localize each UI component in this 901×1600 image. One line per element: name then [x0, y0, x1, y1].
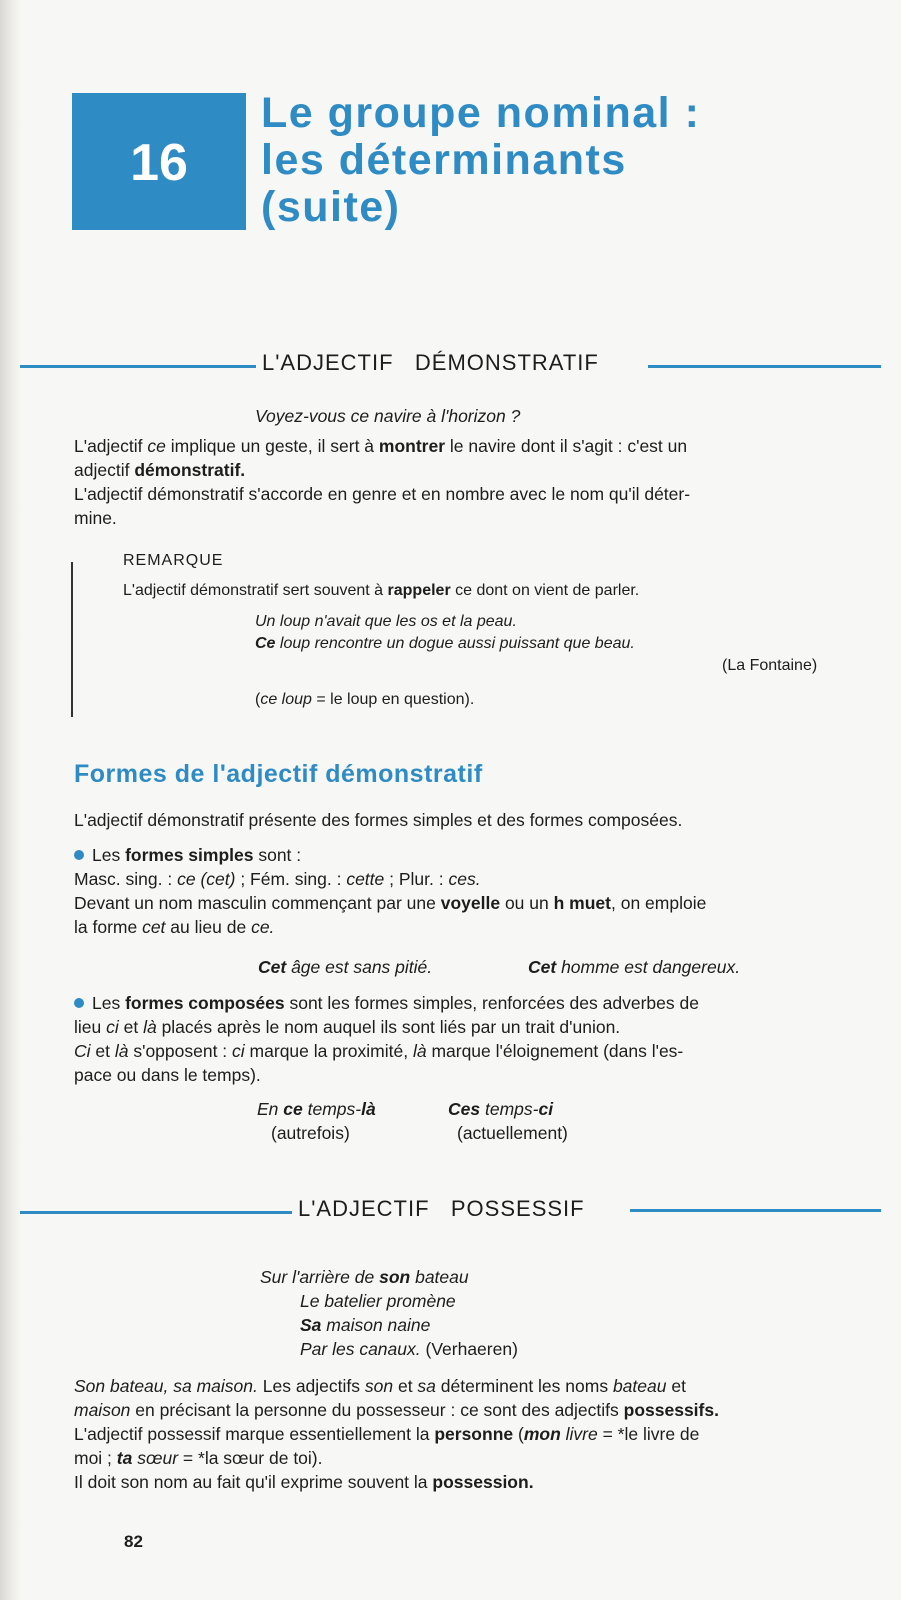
paragraph-line: moi ; ta sœur = *la sœur de toi). [74, 1448, 323, 1468]
remark-text: L'adjectif démonstratif sert souvent à rappeler ce dont on vient de parler. [123, 582, 640, 599]
subsection-heading: Formes de l'adjectif démonstratif [74, 760, 483, 788]
example-gloss: (actuellement) [457, 1123, 568, 1143]
section-rule-left [20, 365, 256, 368]
verse-line: Sa maison naine [300, 1315, 431, 1335]
section-rule-right [648, 365, 881, 368]
chapter-number: 16 [130, 134, 188, 192]
verse-line: Par les canaux. (Verhaeren) [300, 1339, 518, 1359]
chapter-title-line-2: les déterminants [261, 136, 627, 184]
verse-line: Sur l'arrière de son bateau [260, 1267, 469, 1287]
remark-label: REMARQUE [123, 552, 224, 569]
remark-bar [71, 562, 73, 717]
section-rule-right [630, 1209, 881, 1212]
quote-line: Un loup n'avait que les os et la peau. [255, 613, 517, 630]
bullet-line: Les formes simples sont : [74, 843, 301, 867]
paragraph-line: L'adjectif possessif marque essentiellement la personne (mon livre = *le livre de [74, 1424, 700, 1444]
remark-note: (ce loup = le loup en question). [255, 691, 475, 708]
paragraph-line: L'adjectif démonstratif présente des formes simples et des formes composées. [74, 810, 683, 830]
bullet-icon [74, 998, 84, 1008]
paragraph-line: L'adjectif démonstratif s'accorde en genre et en nombre avec le nom qu'il déter- [74, 484, 691, 504]
paragraph-line: Son bateau, sa maison. Les adjectifs son et sa déterminent les noms bateau et [74, 1376, 686, 1396]
quote-source: (La Fontaine) [722, 657, 818, 674]
example-line: Ces temps-ci [448, 1099, 554, 1119]
paragraph-line: adjectif démonstratif. [74, 460, 246, 480]
paragraph-line: Devant un nom masculin commençant par une voyelle ou un h muet, on emploie [74, 893, 707, 913]
bullet-icon [74, 850, 84, 860]
example-gloss: (autrefois) [271, 1123, 350, 1143]
section-heading-demonstratif: L'ADJECTIF DÉMONSTRATIF [262, 350, 599, 375]
section-heading-possessif: L'ADJECTIF POSSESSIF [298, 1196, 585, 1221]
example-line: Cet homme est dangereux. [528, 957, 741, 977]
paragraph-line: maison en précisant la personne du possesseur : ce sont des adjectifs possessifs. [74, 1400, 719, 1420]
paragraph-line: Masc. sing. : ce (cet) ; Fém. sing. : cette ; Plur. : ces. [74, 869, 481, 889]
chapter-number-box [72, 93, 246, 230]
paragraph-line: lieu ci et là placés après le nom auquel ils sont liés par un trait d'union. [74, 1017, 621, 1037]
verse-line: Le batelier promène [300, 1291, 456, 1311]
section-rule-left [20, 1211, 292, 1214]
quote-line: Ce loup rencontre un dogue aussi puissant que beau. [255, 635, 635, 652]
example-line: Cet âge est sans pitié. [258, 957, 433, 977]
page-number: 82 [124, 1532, 143, 1551]
chapter-title [261, 90, 881, 231]
page-edge [0, 0, 22, 1600]
chapter-title-line-3: (suite) [261, 183, 401, 231]
paragraph-line: Il doit son nom au fait qu'il exprime souvent la possession. [74, 1472, 534, 1492]
example-line: En ce temps-là [257, 1099, 376, 1119]
example-text: Voyez-vous ce navire à l'horizon ? [255, 406, 521, 426]
paragraph-line: pace ou dans le temps). [74, 1065, 261, 1085]
example-sentence [255, 404, 520, 428]
paragraph-line: L'adjectif ce implique un geste, il sert à montrer le navire dont il s'agit : c'est un [74, 436, 688, 456]
chapter-title-line-1: Le groupe nominal : [261, 89, 701, 137]
paragraph-line: mine. [74, 508, 117, 528]
paragraph-line: la forme cet au lieu de ce. [74, 917, 275, 937]
bullet-line: Les formes composées sont les formes simples, renforcées des adverbes de [74, 991, 699, 1015]
paragraph-line: Ci et là s'opposent : ci marque la proximité, là marque l'éloignement (dans l'es- [74, 1041, 684, 1061]
